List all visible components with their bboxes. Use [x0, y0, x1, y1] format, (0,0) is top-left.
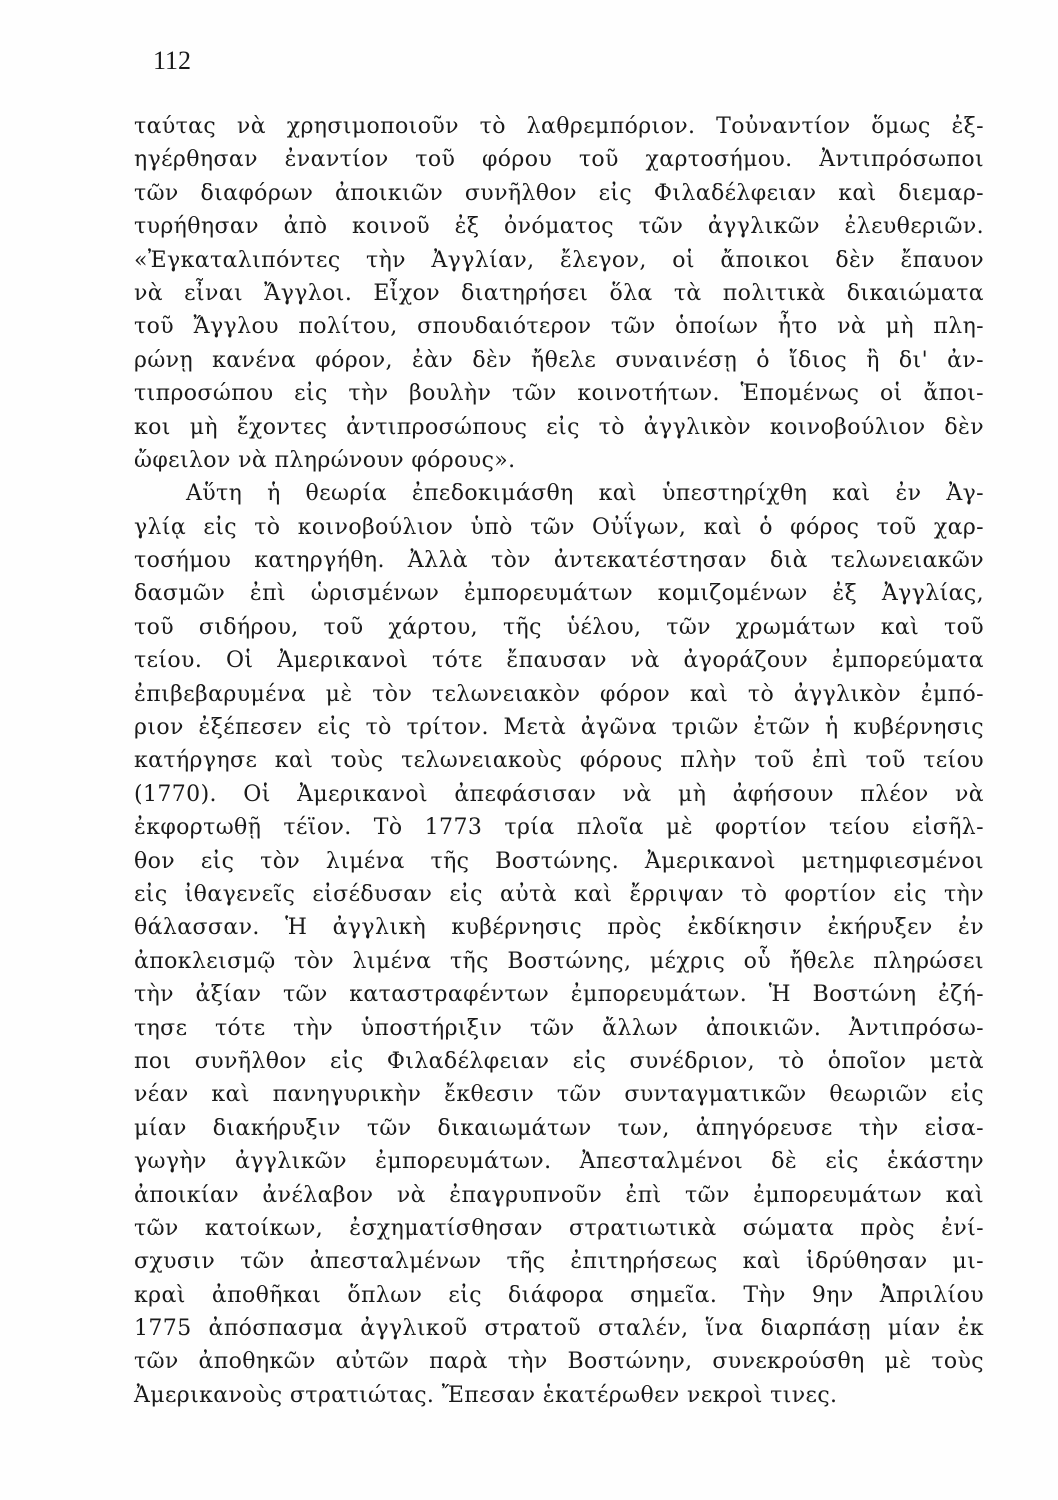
text-line: ἀποκλεισμῷ τὸν λιμένα τῆς Βοστώνης, μέχρις οὗ ἤθελε πληρώσει [134, 948, 984, 974]
text-line: νέαν καὶ πανηγυρικὴν ἔκθεσιν τῶν συνταγματικῶν θεωριῶν εἰς [134, 1082, 984, 1108]
text-line: Αὕτη ἡ θεωρία ἐπεδοκιμάσθη καὶ ὑπεστηρίχθη καὶ ἐν Ἀγ- [186, 481, 984, 507]
text-line: εἰς ἰθαγενεῖς εἰσέδυσαν εἰς αὐτὰ καὶ ἔρριψαν τὸ φορτίον εἰς τὴν [134, 881, 984, 907]
text-line: ταύτας νὰ χρησιμοποιοῦν τὸ λαθρεμπόριον. Τοὐναντίον ὅμως ἐξ- [134, 114, 984, 139]
text-line: ρώνῃ κανένα φόρον, ἐὰν δὲν ἤθελε συναινέσῃ ὁ ἴδιος ἢ δι' ἀν- [134, 347, 984, 373]
text-line: κατήργησε καὶ τοὺς τελωνειακοὺς φόρους πλὴν τοῦ ἐπὶ τοῦ τείου [134, 748, 984, 774]
text-line: μίαν διακήρυξιν τῶν δικαιωμάτων των, ἀπηγόρευσε τὴν εἰσα- [134, 1115, 984, 1141]
text-line: τῶν διαφόρων ἀποικιῶν συνῆλθον εἰς Φιλαδέλφειαν καὶ διεμαρ- [134, 180, 984, 206]
text-line: τὴν ἀξίαν τῶν καταστραφέντων ἐμπορευμάτων. Ἡ Βοστώνη ἐζή- [134, 982, 984, 1008]
text-line: ριον ἐξέπεσεν εἰς τὸ τρίτον. Μετὰ ἀγῶνα τριῶν ἐτῶν ἡ κυβέρνησις [134, 715, 984, 741]
text-line: κοι μὴ ἔχοντες ἀντιπροσώπους εἰς τὸ ἀγγλικὸν κοινοβούλιον δὲν [134, 414, 984, 440]
text-line: τῶν κατοίκων, ἐσχηματίσθησαν στρατιωτικὰ σώματα πρὸς ἐνί- [134, 1215, 984, 1241]
body-text [134, 110, 984, 1412]
text-line: τυρήθησαν ἀπὸ κοινοῦ ἐξ ὀνόματος τῶν ἀγγλικῶν ἐλευθεριῶν. [134, 214, 984, 240]
text-line: ἀποικίαν ἀνέλαβον νὰ ἐπαγρυπνοῦν ἐπὶ τῶν ἐμπορευμάτων καὶ [134, 1182, 984, 1208]
paragraph-2 [134, 477, 984, 1412]
text-line: ἐκφορτωθῇ τέϊον. Τὸ 1773 τρία πλοῖα μὲ φορτίον τείου εἰσῆλ- [134, 815, 984, 841]
text-line: ὤφειλον νὰ πληρώνουν φόρους». [134, 447, 516, 473]
text-line: τησε τότε τὴν ὑποστήριξιν τῶν ἄλλων ἀποικιῶν. Ἀντιπρόσω- [134, 1015, 984, 1041]
text-line: τοῦ σιδήρου, τοῦ χάρτου, τῆς ὑέλου, τῶν χρωμάτων καὶ τοῦ [134, 614, 984, 640]
text-line: ἐπιβεβαρυμένα μὲ τὸν τελωνειακὸν φόρον καὶ τὸ ἀγγλικὸν ἐμπό- [134, 681, 984, 707]
text-line: κραὶ ἀποθῆκαι ὅπλων εἰς διάφορα σημεῖα. Τὴν 9ην Ἀπριλίου [134, 1282, 984, 1308]
text-line: σχυσιν τῶν ἀπεσταλμένων τῆς ἐπιτηρήσεως καὶ ἱδρύθησαν μι- [134, 1249, 984, 1275]
text-line: «Ἐγκαταλιπόντες τὴν Ἀγγλίαν, ἔλεγον, οἱ ἄποικοι δὲν ἔπαυον [134, 247, 984, 273]
text-line: δασμῶν ἐπὶ ὡρισμένων ἐμπορευμάτων κομιζομένων ἐξ Ἀγγλίας, [134, 581, 984, 607]
text-line: γλίᾳ εἰς τὸ κοινοβούλιον ὑπὸ τῶν Οὐΐγων, καὶ ὁ φόρος τοῦ χαρ- [134, 514, 984, 540]
text-line: ηγέρθησαν ἐναντίον τοῦ φόρου τοῦ χαρτοσήμου. Ἀντιπρόσωποι [134, 147, 984, 173]
text-line: θάλασσαν. Ἡ ἀγγλικὴ κυβέρνησις πρὸς ἐκδίκησιν ἐκήρυξεν ἐν [134, 915, 984, 941]
text-line: Ἀμερικανοὺς στρατιώτας. Ἔπεσαν ἑκατέρωθεν νεκροὶ τινες. [134, 1382, 838, 1408]
text-line: θον εἰς τὸν λιμένα τῆς Βοστώνης. Ἀμερικανοὶ μετημφιεσμένοι [134, 848, 984, 874]
text-line: (1770). Οἱ Ἀμερικανοὶ ἀπεφάσισαν νὰ μὴ ἀφήσουν πλέον νὰ [134, 781, 984, 807]
text-line: τοῦ Ἄγγλου πολίτου, σπουδαιότερον τῶν ὁποίων ἦτο νὰ μὴ πλη- [134, 314, 984, 340]
text-line: τῶν ἀποθηκῶν αὐτῶν παρὰ τὴν Βοστώνην, συνεκρούσθη μὲ τοὺς [134, 1349, 984, 1375]
text-line: τείου. Οἱ Ἀμερικανοὶ τότε ἔπαυσαν νὰ ἀγοράζουν ἐμπορεύματα [134, 648, 984, 674]
page-number: 112 [153, 46, 192, 75]
text-line: τοσήμου κατηργήθη. Ἀλλὰ τὸν ἀντεκατέστησαν διὰ τελωνειακῶν [134, 548, 984, 574]
text-line: νὰ εἶναι Ἄγγλοι. Εἶχον διατηρήσει ὅλα τὰ πολιτικὰ δικαιώματα [134, 280, 984, 306]
text-line: γωγὴν ἀγγλικῶν ἐμπορευμάτων. Ἀπεσταλμένοι δὲ εἰς ἑκάστην [134, 1149, 984, 1175]
text-line: ποι συνῆλθον εἰς Φιλαδέλφειαν εἰς συνέδριον, τὸ ὁποῖον μετὰ [134, 1048, 984, 1074]
paragraph-1 [134, 110, 984, 477]
text-line: 1775 ἀπόσπασμα ἀγγλικοῦ στρατοῦ σταλέν, ἵνα διαρπάσῃ μίαν ἐκ [134, 1316, 984, 1342]
text-line: τιπροσώπου εἰς τὴν βουλὴν τῶν κοινοτήτων. Ἑπομένως οἱ ἄποι- [134, 381, 984, 407]
